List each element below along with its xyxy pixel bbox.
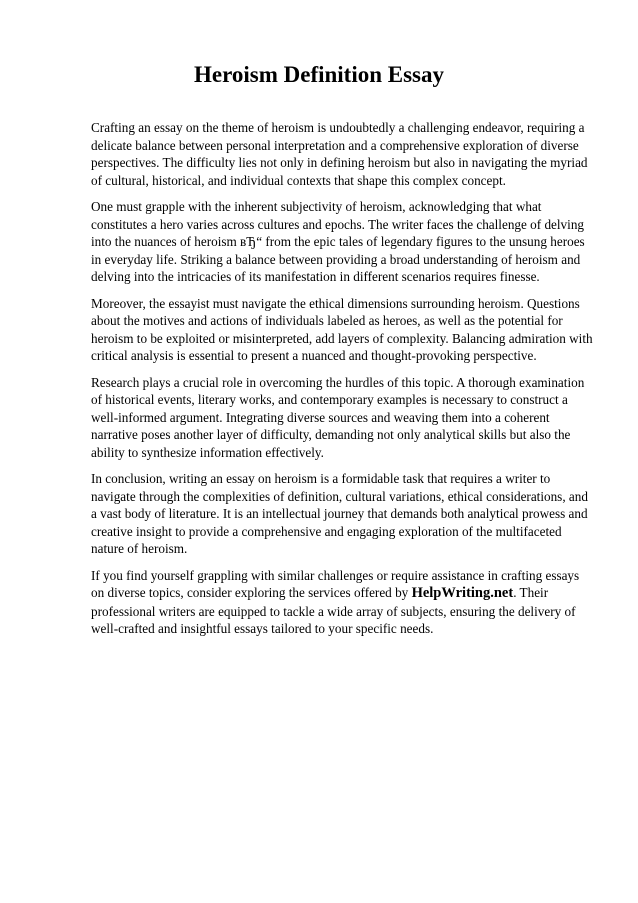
paragraph-ethics: Moreover, the essayist must navigate the ethical dimensions surrounding heroism. Questions about the motives and actions of individuals labeled as heroes, as well as the potential for heroism to be exploited or misinterpreted, add layers of complexity. Balancing admiration with critical analysis is essential to present a nuanced and thought-provoking perspective.: [91, 295, 593, 363]
paragraph-conclusion: In conclusion, writing an essay on heroism is a formidable task that requires a writer to navigate through the complexities of definition, cultural variations, ethical considerations, and a vast body of literature. It is an intellectual journey that demands both analytical prowess and creative insight to provide a comprehensive and engaging exploration of the multifaceted nature of heroism.: [91, 471, 588, 556]
closing-text-after-link: . Their professional writers are equipped to tackle a wide array of subjects, ensuring the delivery of well-crafted and insightful essays tailored to your specific needs.: [91, 585, 576, 636]
paragraph-subjectivity: One must grapple with the inherent subjectivity of heroism, acknowledging that what constitutes a hero varies across cultures and epochs. The writer faces the challenge of delving into the nuances of heroism вЂ“ from the epic tales of legendary figures to the unsung heroes in everyday life. Striking a balance between providing a broad understanding of heroism and delving into the intricacies of its manifestation in different scenarios requires finesse.: [91, 199, 585, 284]
paragraph-research: Research plays a crucial role in overcoming the hurdles of this topic. A thorough examination of historical events, literary works, and contemporary examples is necessary to construct a well-informed argument. Integrating diverse sources and weaving them into a coherent narrative poses another layer of difficulty, demanding not only analytical skills but also the ability to synthesize information effectively.: [91, 374, 585, 460]
closing-text-before-link: If you find yourself grappling with similar challenges or require assistance in crafting essays on diverse topics, consider exploring the services offered by: [91, 567, 580, 600]
paragraph-closing: [91, 567, 593, 638]
page-title: Heroism Definition Essay: [193, 62, 445, 87]
helpwriting-link[interactable]: HelpWriting.net: [411, 585, 514, 601]
paragraph-intro: Crafting an essay on the theme of heroism is undoubtedly a challenging endeavor, requiring a delicate balance between personal interpretation and a comprehensive exploration of diverse perspectives. The difficulty lies not only in defining heroism but also in navigating the myriad of cultural, historical, and individual contexts that shape this complex concept.: [91, 120, 588, 188]
document-body: [91, 119, 593, 647]
